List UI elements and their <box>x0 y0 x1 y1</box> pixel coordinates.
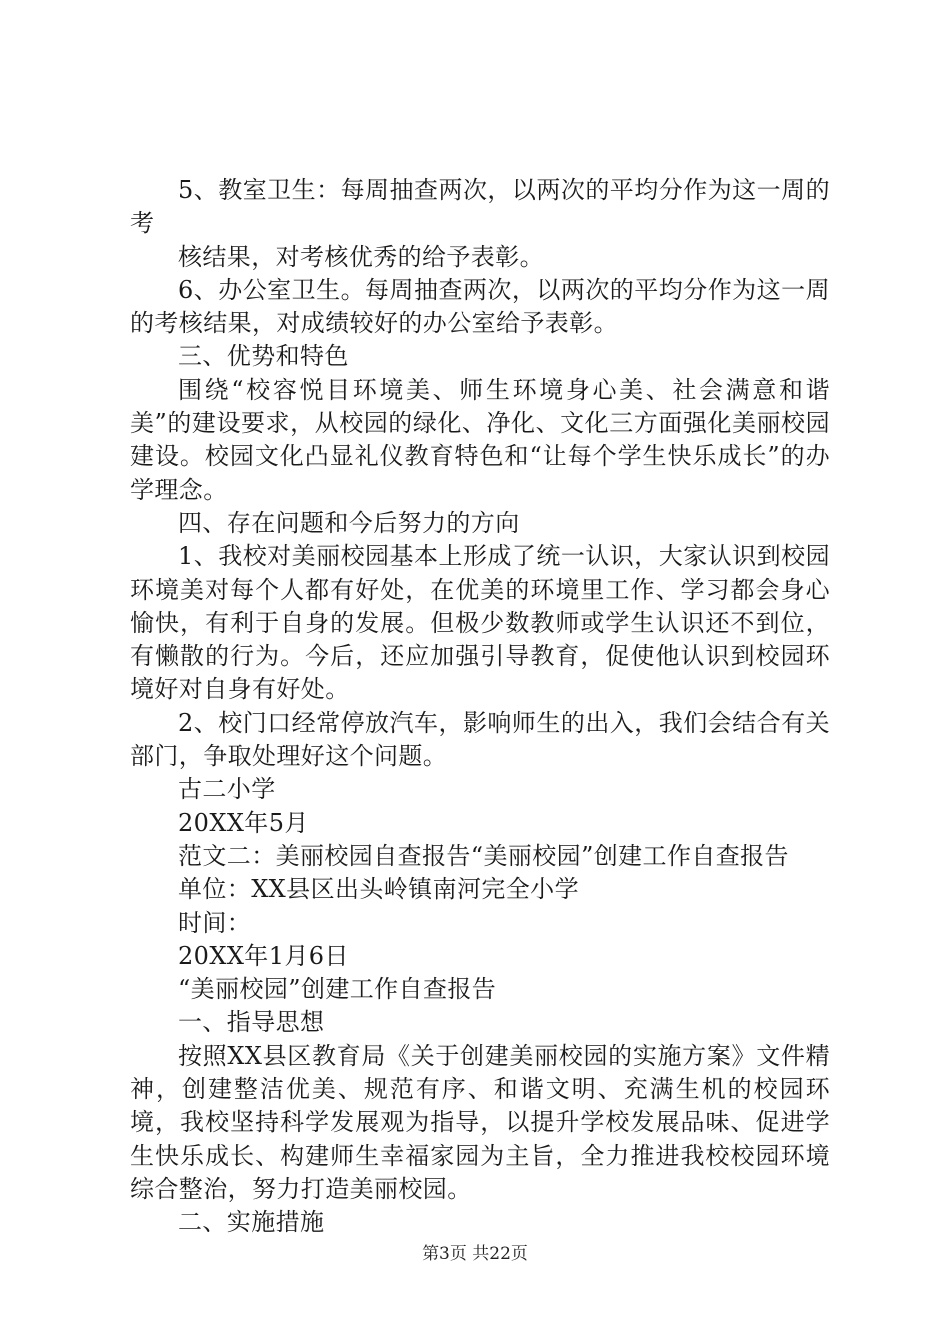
paragraph: 二、实施措施 <box>178 1208 325 1237</box>
paragraph: 古二小学 <box>178 775 276 804</box>
paragraph: 范文二：美丽校园自查报告“美丽校园”创建工作自查报告 <box>178 841 789 870</box>
paragraph: 一、指导思想 <box>178 1008 325 1037</box>
paragraph: 1、我校对美丽校园基本上形成了统一认识，大家认识到校园环境美对每个人都有好处，在优美的环境里工作、学习都会身心愉快，有利于自身的发展。但极少数教师或学生认识还不到位，有懒散的行为。今后，还应加强引导教育，促使他认识到校园环境好对自身有好处。 <box>130 542 830 704</box>
paragraph: 5、教室卫生：每周抽查两次，以两次的平均分作为这一周的考 <box>130 176 830 238</box>
page-footer: 第3页 共22页 <box>422 1244 528 1264</box>
paragraph: 四、存在问题和今后努力的方向 <box>178 508 520 537</box>
document-body <box>130 174 830 1240</box>
paragraph: 单位：XX县区出头岭镇南河完全小学 <box>178 875 579 904</box>
paragraph: 2、校门口经常停放汽车，影响师生的出入，我们会结合有关部门，争取处理好这个问题。 <box>130 708 830 771</box>
paragraph: 核结果，对考核优秀的给予表彰。 <box>178 242 544 271</box>
paragraph: 围绕“校容悦目环境美、师生环境身心美、社会满意和谐美”的建设要求，从校园的绿化、净化、文化三方面强化美丽校园建设。校园文化凸显礼仪教育特色和“让每个学生快乐成长”的办学理念。 <box>130 375 830 504</box>
paragraph: 20XX年1月6日 <box>178 941 349 970</box>
paragraph: 时间： <box>178 908 252 937</box>
paragraph: 三、优势和特色 <box>178 342 349 371</box>
paragraph: 6、办公室卫生。每周抽查两次，以两次的平均分作为这一周的考核结果，对成绩较好的办公室给予表彰。 <box>130 275 830 338</box>
paragraph: 20XX年5月 <box>178 808 309 837</box>
paragraph: “美丽校园”创建工作自查报告 <box>178 975 497 1004</box>
paragraph: 按照XX县区教育局《关于创建美丽校园的实施方案》文件精神，创建整洁优美、规范有序、和谐文明、充满生机的校园环境，我校坚持科学发展观为指导，以提升学校发展品味、促进学生快乐成长、构建师生幸福家园为主旨，全力推进我校校园环境综合整治，努力打造美丽校园。 <box>130 1041 830 1203</box>
